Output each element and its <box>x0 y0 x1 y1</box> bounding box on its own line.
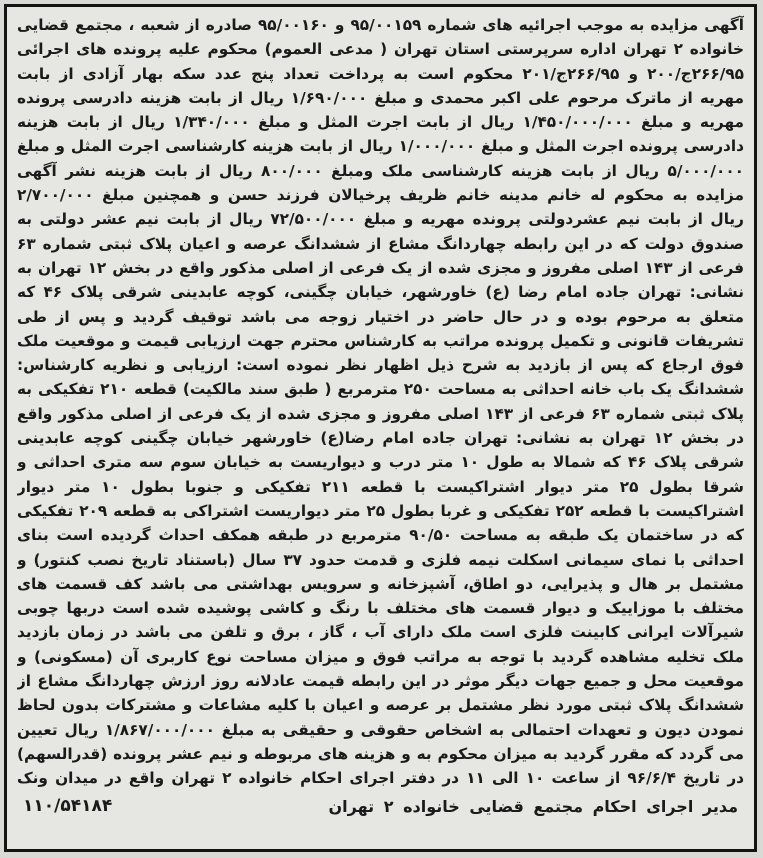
notice-footer <box>17 796 744 816</box>
signature-line: مدیر اجرای احکام مجتمع قضایی خانواده ۲ تهران <box>328 796 738 816</box>
notice-body: آگهی مزایده به موجب اجرائیه های شماره ۹۵/۰۰۱۵۹ و ۹۵/۰۰۱۶۰ صادره از شعبه ، مجتمع قضایی خانواده ۲ تهران اداره سرپرستی استان تهران ( مدعی العموم) محکوم علیه پرونده های اجرائی ۲۶۶/۹۵ج/۲۰۰ و ۲۶۶/۹۵ج/۲۰۱ محکوم است به پرداخت تعداد پنج عدد سکه بهار آزادی از بابت مهریه از ماترک مرحوم علی اکبر محمدی و مبلغ ۱/۶۹۰/۰۰۰ ریال از بابت هزینه دادرسی پرونده مهریه و مبلغ ۱/۴۵۰/۰۰۰/۰۰۰ ریال از بابت اجرت المثل و مبلغ ۱/۳۴۰/۰۰۰ ریال از بابت هزینه دادرسی پرونده اجرت المثل و مبلغ ۱/۰۰۰/۰۰۰ ریال از بابت هزینه کارشناسی اجرت المثل و مبلغ ۵/۰۰۰/۰۰۰ ریال از بابت هزینه کارشناسی ملک ومبلغ ۸۰۰/۰۰۰ ریال از بابت هزینه نشر آگهی مزایده به محکوم له خانم مدینه خانم ظریف پرخیالان فرزند حسن و همچنین مبلغ ۲/۷۰۰/۰۰۰ ریال از بابت نیم عشردولتی پرونده مهریه و مبلغ ۷۲/۵۰۰/۰۰۰ ریال از بابت نیم عشر دولتی به صندوق دولت که در این رابطه چهاردانگ مشاع از ششدانگ عرصه و اعیان پلاک ثبتی شماره ۶۳ فرعی از ۱۴۳ اصلی مفروز و مجزی شده از یک فرعی از اصلی مذکور واقع در بخش ۱۲ تهران به نشانی: تهران جاده امام رضا (ع) خاورشهر، خیابان چگینی، کوچه عابدینی شرقی پلاک ۴۶ که متعلق به مرحوم بوده و در حال حاضر در اختیار زوجه می باشد توقیف گردید و پس از طی تشریفات قانونی و تکمیل پرونده مراتب به کارشناس محترم جهت ارزیابی قیمت و موقعیت ملک فوق ارجاع که پس از بازدید به شرح ذیل اظهار نظر نموده است: ارزیابی و نظریه کارشناس: ششدانگ یک باب خانه احداثی به مساحت ۲۵۰ مترمربع ( طبق سند مالکیت) قطعه ۲۱۰ تفکیکی به پلاک ثبتی شماره ۶۳ فرعی از ۱۴۳ اصلی مفروز و مجزی شده از یک فرعی از اصلی مذکور واقع در بخش ۱۲ تهران به نشانی: تهران جاده امام رضا(ع) خاورشهر خیابان چگینی کوچه عابدینی شرقی پلاک ۴۶ که شمالا به طول ۱۰ متر درب و دیواریست به خیابان سوم سه متری احداثی و شرقا بطول ۲۵ متر دیوار اشتراکیست با قطعه ۲۱۱ تفکیکی و جنوبا بطول ۱۰ متر دیوار اشتراکیست با قطعه ۲۵۲ تفکیکی و غربا بطول ۲۵ متر دیواریست اشتراکی به قطعه ۲۰۹ تفکیکی که در ساختمان یک طبقه به مساحت ۹۰/۵۰ مترمربع در طبقه همکف احداث گردیده است بنای احداثی با نمای سیمانی اسکلت نیمه فلزی و قدمت حدود ۳۷ سال (باستناد تاریخ نصب کنتور) و مشتمل بر هال و پذیرایی، دو اطاق، آشپزخانه و سرویس بهداشتی می باشد کف قسمت های مختلف با موزاییک و دیوار قسمت های مختلف با رنگ و کاشی پوشیده شده است دربها چوبی شیرآلات ایرانی کابینت فلزی است ملک دارای آب ، گاز ، برق و تلفن می باشد در زمان بازدید ملک تخلیه مشاهده گردید با توجه به مراتب فوق و میزان مساحت نوع کاربری آن (مسکونی) و موقعیت محل و جمیع جهات دیگر موثر در این رابطه قیمت عادلانه روز ارزش چهاردانگ مشاع از ششدانگ پلاک ثبتی مورد نظر مشتمل بر عرصه و اعیان با کلیه مشاعات و مشترکات بدون لحاظ نمودن دیون و تعهدات احتمالی به اشخاص حقوقی و حقیقی به مبلغ ۱/۸۶۷/۰۰۰/۰۰۰ ریال تعیین می گردد که مقرر گردید به میزان محکوم به و هزینه های مربوطه و نیم عشر پرونده (قدرالسهم) در تاریخ ۹۶/۶/۴ از ساعت ۱۰ الی ۱۱ در دفتر اجرای احکام خانواده ۲ تهران واقع در میدان ونک <box>17 16 744 788</box>
notice-clipping <box>4 4 757 852</box>
reference-number: ۱۱۰/۵۴۱۸۴ <box>23 796 113 816</box>
